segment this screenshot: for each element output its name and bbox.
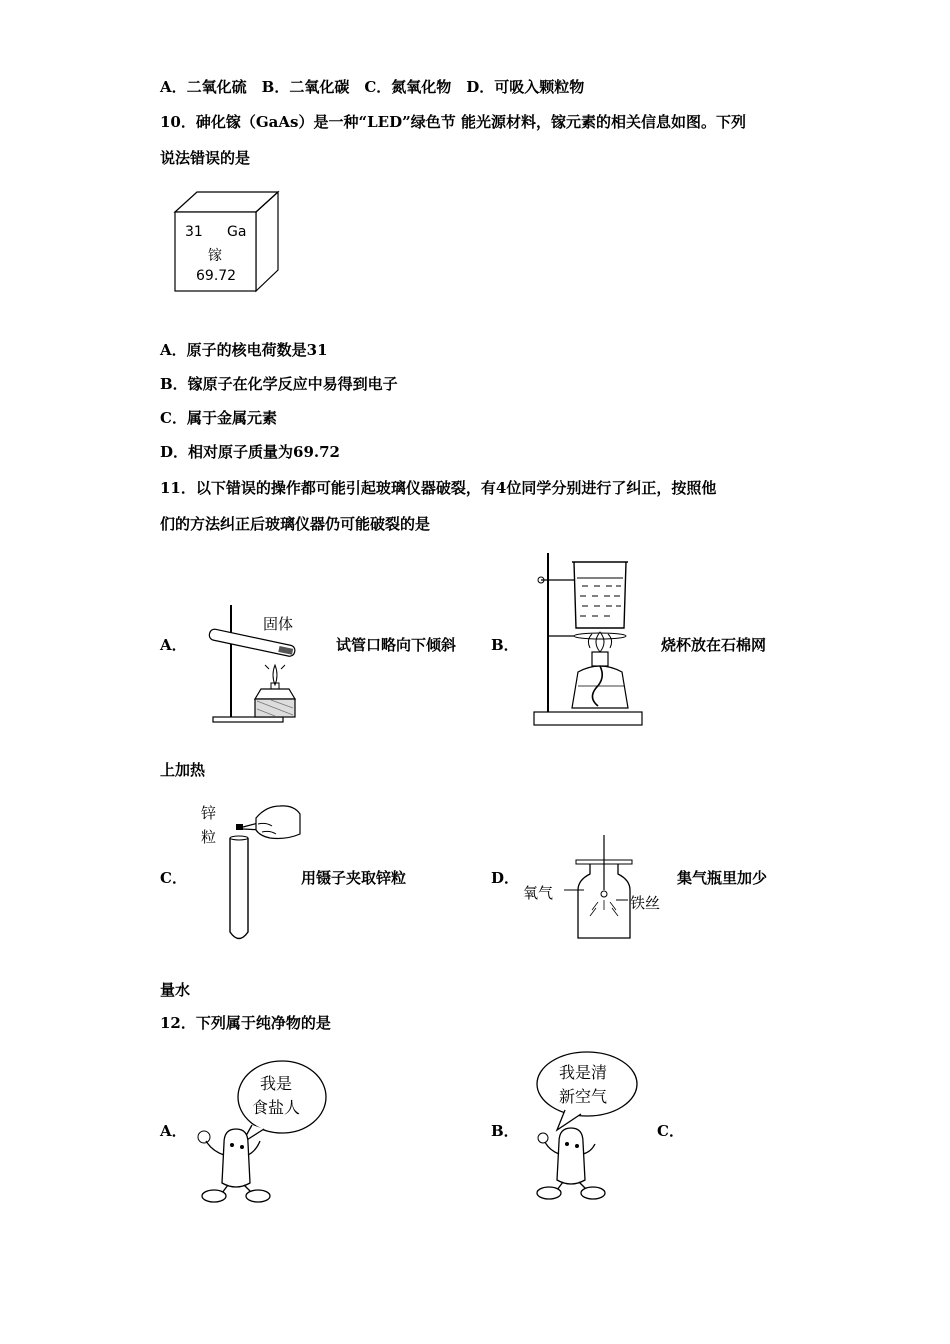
bubble-a-line2: 食盐人 xyxy=(252,1098,301,1117)
bubble-b-line1: 我是清 xyxy=(559,1063,608,1082)
q10-stem-line2: 说法错误的是 xyxy=(160,149,251,167)
beaker-heating-figure xyxy=(528,548,648,730)
element-name: 镓 xyxy=(208,248,222,264)
zinc-label-1: 锌 xyxy=(201,804,217,822)
q12-option-a-label: A． xyxy=(160,1122,187,1140)
q11-stem-line2: 们的方法纠正后玻璃仪器仍可能破裂的是 xyxy=(160,515,431,533)
iron-wire-label: 铁丝 xyxy=(630,894,661,912)
q11-option-b-desc: 烧杯放在石棉网 xyxy=(661,636,767,654)
q11-stem-line1: 11．以下错误的操作都可能引起玻璃仪器破裂，有4位同学分别进行了纠正，按照他 xyxy=(160,479,717,497)
zinc-label-2: 粒 xyxy=(201,828,217,846)
q11-option-a-desc: 试管口略向下倾斜 xyxy=(336,636,457,654)
bubble-a-line1: 我是 xyxy=(260,1074,293,1093)
q10-option-a: A．原子的核电荷数是31 xyxy=(160,341,328,359)
q12-option-b-label: B． xyxy=(491,1122,519,1140)
fresh-air-cartoon-figure xyxy=(525,1048,655,1203)
q11-option-c-label: C． xyxy=(160,869,187,887)
test-tube-heating-figure xyxy=(205,595,325,725)
element-mass: 69.72 xyxy=(196,268,237,284)
q11-option-c-desc: 用镊子夹取锌粒 xyxy=(301,869,407,887)
q10-option-b: B．镓原子在化学反应中易得到电子 xyxy=(160,375,398,393)
element-atomic-number: 31 xyxy=(185,224,203,240)
q10-stem-line1: 10．砷化镓（GaAs）是一种“LED”绿色节 能光源材料，镓元素的相关信息如图。下列 xyxy=(160,113,746,131)
bubble-b-line2: 新空气 xyxy=(559,1087,608,1106)
oxygen-label: 氧气 xyxy=(523,884,554,902)
q11-option-d-label: D． xyxy=(491,869,520,887)
q11-option-d-desc: 集气瓶里加少 xyxy=(677,869,768,887)
q11-option-b-label: B． xyxy=(491,636,519,654)
q12-option-c-label: C． xyxy=(657,1122,684,1140)
element-symbol: Ga xyxy=(227,224,247,240)
zinc-tweezers-figure xyxy=(196,800,306,945)
iron-wire-oxygen-figure xyxy=(520,830,670,945)
q11-option-d-desc-cont: 量水 xyxy=(160,981,191,999)
q10-option-d: D．相对原子质量为69.72 xyxy=(160,443,340,461)
solid-label: 固体 xyxy=(263,615,294,633)
q12-stem: 12．下列属于纯净物的是 xyxy=(160,1014,331,1032)
q9-options: A．二氧化硫 B．二氧化碳 C．氮氧化物 D．可吸入颗粒物 xyxy=(160,78,585,96)
q10-option-c: C．属于金属元素 xyxy=(160,409,277,427)
element-cell-figure xyxy=(170,190,282,294)
salt-cartoon-figure xyxy=(192,1055,332,1205)
q11-option-a-label: A． xyxy=(160,636,187,654)
q11-option-b-desc-cont: 上加热 xyxy=(160,761,206,779)
